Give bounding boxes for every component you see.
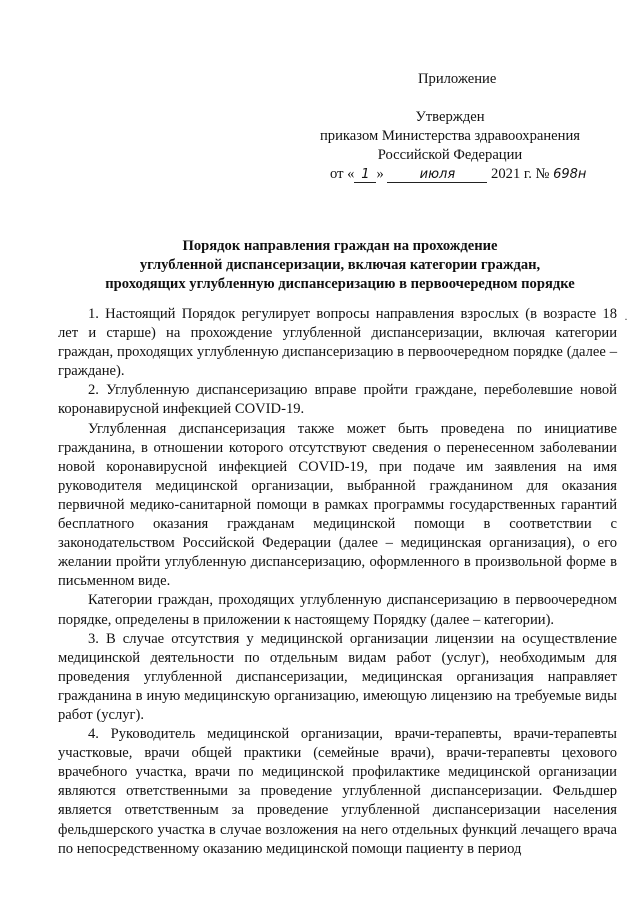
document-title: [60, 237, 620, 294]
document-body: [58, 305, 617, 859]
order-mid: »: [376, 166, 384, 182]
title-line-1: Порядок направления граждан на прохождение: [182, 238, 498, 254]
approval-block: [300, 108, 600, 165]
title-line-2: углубленной диспансеризации, включая категории граждан,: [139, 257, 541, 273]
paragraph-6: 4. Руководитель медицинской организации, врачи-терапевты, врачи-терапевты участковые, врачи общей практики (семейные врачи), врачи-терапевты цехового врачебного участка, врачи по медицинской профилактике медицинской организации являются ответственными за проведение углубленной диспансеризации. Фельдшер является ответственным за проведение углубленной диспансеризации населения фельдшерского участка в случае возложения на него отдельных функций лечащего врача по непосредственному оказанию медицинской помощи пациенту в период: [58, 726, 617, 857]
order-month-handwritten: июля: [387, 167, 487, 183]
margin-mark: ·: [624, 312, 628, 326]
order-year-number: 2021 г. №: [491, 166, 550, 182]
approved-by-line1: приказом Министерства здравоохранения: [320, 128, 580, 145]
paragraph-4: Категории граждан, проходящих углубленную диспансеризацию в первоочередном порядке, определены в приложении к настоящему Порядку (далее – категории).: [58, 592, 617, 628]
appendix-label: Приложение: [418, 71, 497, 87]
paragraph-3: Углубленная диспансеризация также может быть проведена по инициативе гражданина, в отношении которого отсутствуют сведения о перенесенном заболевании новой коронавирусной инфекцией COVID-19, при подаче им заявления на имя руководителя медицинской организации, выбранной гражданином для оказания первичной медико-санитарной помощи в рамках программы государственных гарантий бесплатного оказания гражданам медицинской помощи в соответствии с законодательством Российской Федерации (далее – медицинская организация), о его желании пройти углубленную диспансеризацию, оформленного в произвольной форме в письменном виде.: [58, 420, 617, 590]
paragraph-5: 3. В случае отсутствия у медицинской организации лицензии на осуществление медицинской деятельности по отдельным видам работ (услуг), необходимым для проведения углубленной диспансеризации, медицинская организация направляет гражданина в иную медицинскую организацию, имеющую лицензию на требуемые виды работ (услуг).: [58, 630, 617, 723]
order-day-handwritten: 1: [354, 167, 376, 183]
title-line-3: проходящих углубленную диспансеризацию в первоочередном порядке: [105, 276, 575, 292]
order-prefix: от «: [330, 166, 355, 182]
approved-label: Утвержден: [415, 109, 485, 125]
approved-by-line2: Российской Федерации: [377, 147, 523, 164]
paragraph-1: 1. Настоящий Порядок регулирует вопросы направления взрослых (в возрасте 18 лет и старше) на прохождение углубленной диспансеризации, включая категории граждан, проходящих углубленную диспансеризацию в первоочередном порядке (далее – граждане).: [58, 306, 617, 380]
order-number-handwritten: 698н: [553, 167, 587, 182]
order-reference: [330, 165, 593, 184]
paragraph-2: 2. Углубленную диспансеризацию вправе пройти граждане, переболевшие новой коронавирусной инфекцией COVID-19.: [58, 382, 617, 418]
